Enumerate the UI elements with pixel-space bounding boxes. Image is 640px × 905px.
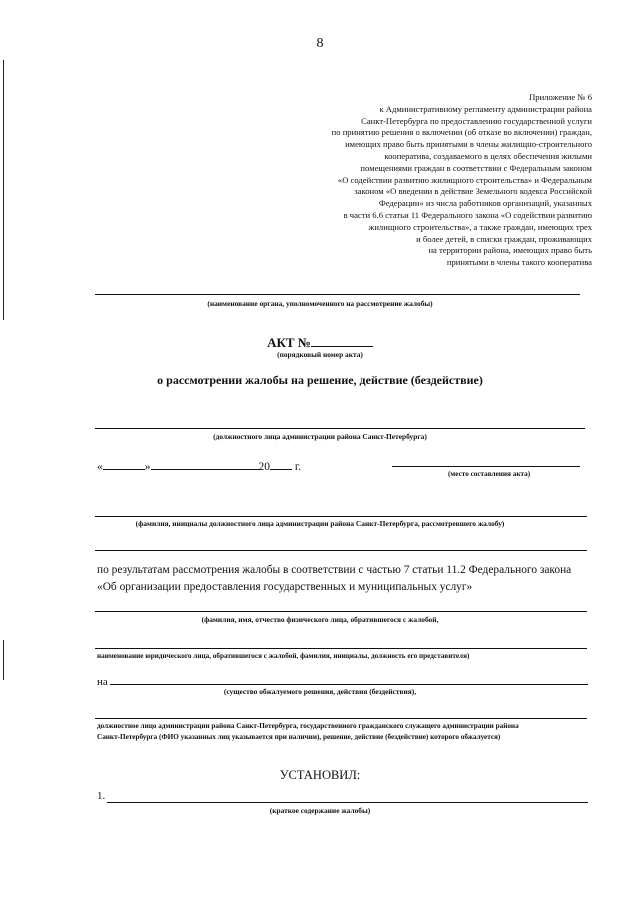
year-suffix: г. bbox=[294, 461, 302, 473]
appendix-line: Приложение № 6 bbox=[529, 92, 592, 102]
appendix-line: Федерации» из числа работников организаций, указанных bbox=[378, 198, 592, 209]
legal-basis-paragraph bbox=[97, 562, 597, 596]
individual-field-line bbox=[95, 611, 587, 612]
place-field-line bbox=[392, 466, 580, 467]
summary-caption: (краткое содержание жалобы) bbox=[269, 806, 371, 815]
appendix-line: «О содействии развитию жилищного строительства» и Федеральным bbox=[337, 174, 592, 185]
appendix-line: помещениями граждан в соответствии с Федеральным законом bbox=[360, 162, 592, 173]
appendix-line: к Административному регламенту администрации района bbox=[379, 103, 592, 114]
reviewer-caption: (фамилия, инициалы должностного лица администрации района Санкт-Петербурга, рассмотревшего жалобу) bbox=[135, 519, 505, 528]
act-title bbox=[0, 334, 640, 351]
year-blank bbox=[270, 458, 292, 470]
act-title-text: АКТ № bbox=[267, 335, 311, 350]
date-close-quote: » bbox=[144, 461, 151, 473]
act-number-caption: (порядковый номер акта) bbox=[277, 350, 363, 359]
date-open-quote: « bbox=[97, 461, 103, 473]
place-caption: (место составления акта) bbox=[448, 470, 531, 478]
item-1-number: 1. bbox=[97, 790, 106, 802]
appendix-line: имеющих право быть принятыми в члены жилищно-строительного bbox=[345, 139, 592, 150]
appendix-header bbox=[272, 92, 592, 269]
month-blank bbox=[151, 458, 259, 470]
act-number-blank bbox=[311, 334, 373, 347]
appendix-line: принятыми в члены такого кооператива bbox=[446, 257, 592, 268]
margin-mark bbox=[3, 60, 4, 320]
essence-caption: (существо обжалуемого решения, действия (бездействия), bbox=[223, 687, 417, 696]
appendix-line: жилищного строительства», а также граждан, имеющих трех bbox=[368, 221, 592, 232]
essence-field-line bbox=[110, 684, 588, 685]
appendix-line: Санкт-Петербурга по предоставлению государственной услуги bbox=[361, 115, 592, 126]
organ-field-line bbox=[95, 294, 580, 295]
page-number: 8 bbox=[316, 36, 324, 51]
official-field-line bbox=[95, 428, 585, 429]
paragraph-line: «Об организации предоставления государственных и муниципальных услуг» bbox=[97, 581, 473, 593]
official-caption-line1: должностное лицо администрации района Санкт-Петербурга, государственного гражданского служащего администрации района bbox=[97, 722, 519, 730]
official-caption: (должностного лица администрации района Санкт-Петербурга) bbox=[213, 432, 427, 441]
legal-entity-field-line bbox=[95, 648, 587, 649]
na-label: на bbox=[97, 676, 108, 688]
appendix-line: кооператива, создаваемого в целях обеспечения жилыми bbox=[384, 150, 592, 161]
official-caption-line2: Санкт-Петербурга (ФИО указанных лиц указывается при наличии), решение, действие (бездействие) которого обжалуется) bbox=[97, 733, 501, 741]
appendix-line: в части 6.6 статьи 11 Федерального закона «О содействии развитию bbox=[343, 209, 592, 220]
established-heading: УСТАНОВИЛ: bbox=[279, 768, 361, 782]
appendix-line: на территории района, имеющих право быть bbox=[428, 245, 592, 256]
organ-caption: (наименование органа, уполномоченного на рассмотрение жалобы) bbox=[207, 299, 433, 308]
official-decision-field-line bbox=[95, 718, 587, 719]
date-row bbox=[97, 458, 301, 473]
appendix-line: и более детей, в списки граждан, проживающих bbox=[416, 233, 592, 244]
reviewer-extra-line bbox=[95, 550, 587, 551]
legal-entity-caption: наименование юридического лица, обратившегося с жалобой, фамилия, инициалы, должность его представителя) bbox=[97, 652, 470, 660]
individual-caption: (фамилия, имя, отчество физического лица, обратившегося с жалобой, bbox=[201, 615, 439, 624]
margin-mark bbox=[3, 640, 4, 680]
item-1-field-line bbox=[107, 802, 588, 803]
appendix-line: по принятию решения о включении (об отказе во включении) граждан, bbox=[331, 127, 592, 138]
paragraph-line: по результатам рассмотрения жалобы в соответствии с частью 7 статьи 11.2 Федерального закона bbox=[97, 564, 572, 576]
day-blank bbox=[103, 458, 145, 470]
act-subtitle: о рассмотрении жалобы на решение, действие (бездействие) bbox=[157, 373, 483, 387]
reviewer-field-line bbox=[95, 516, 587, 517]
appendix-line: законом «О введении в действие Земельного кодекса Российской bbox=[354, 186, 592, 197]
year-prefix: 20 bbox=[258, 461, 270, 473]
